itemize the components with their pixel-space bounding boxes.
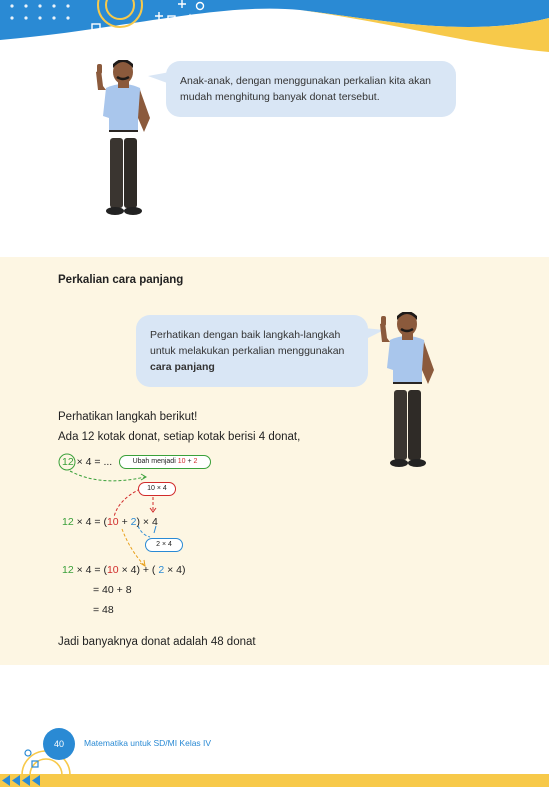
equation-step-5: = 48 <box>93 604 114 616</box>
number-twelve: 12 <box>62 516 74 528</box>
footer-bar <box>0 774 549 787</box>
pill-two: 2 <box>193 458 198 465</box>
bubble-line: mudah menghitung banyak donat tersebut. <box>180 91 380 103</box>
number-twelve: 12 <box>62 564 74 576</box>
speech-bubble-instruction <box>136 315 368 387</box>
equation-text: × 4 = ( <box>76 516 107 528</box>
intro-line: Ada 12 kotak donat, setiap kotak berisi 4 donat, <box>58 431 301 443</box>
number-ten: 10 <box>106 516 119 528</box>
number-twelve: 12 <box>62 456 74 468</box>
equation-text: × 4) <box>167 564 186 576</box>
note-pill-ten-times-four: 10 × 4 <box>138 482 176 496</box>
bubble-line: untuk melakukan perkalian menggunakan <box>150 345 345 357</box>
equation-text: × 4 = ... <box>76 456 113 468</box>
equation-text: × 4 = ( <box>76 564 107 576</box>
bubble-line: Anak-anak, dengan menggunakan perkalian kita akan <box>180 75 432 87</box>
footer-title: Matematika untuk SD/MI Kelas IV <box>84 738 212 748</box>
teacher-illustration <box>92 60 154 218</box>
teacher-illustration <box>376 312 438 470</box>
section-heading: Perkalian cara panjang <box>58 274 184 286</box>
number-two: 2 <box>130 516 137 528</box>
bubble-line-bold: cara panjang <box>150 361 215 373</box>
note-pill-two-times-four: 2 × 4 <box>145 538 183 552</box>
intro-line: Perhatikan langkah berikut! <box>58 411 198 423</box>
equation-text: ) × 4 <box>136 516 158 528</box>
equation-text: + <box>121 516 128 528</box>
number-two: 2 <box>158 564 165 576</box>
header-decoration <box>0 0 549 60</box>
equation-step-4: = 40 + 8 <box>93 584 132 596</box>
page-number: 40 <box>43 728 75 760</box>
equation-step-1 <box>62 456 112 468</box>
equation-text: × 4) + ( <box>121 564 156 576</box>
footer-arrows <box>2 775 46 786</box>
speech-bubble-intro <box>166 61 456 117</box>
bubble-line: Perhatikan dengan baik langkah-langkah <box>150 329 341 341</box>
equation-step-2 <box>62 516 158 528</box>
conclusion-text: Jadi banyaknya donat adalah 48 donat <box>58 636 256 648</box>
equation-step-3 <box>62 564 186 576</box>
pill-plus: + <box>187 458 192 465</box>
pill-text: Ubah menjadi <box>132 458 176 465</box>
number-ten: 10 <box>106 564 119 576</box>
note-pill-ubah <box>119 455 211 469</box>
pill-ten: 10 <box>177 458 186 465</box>
